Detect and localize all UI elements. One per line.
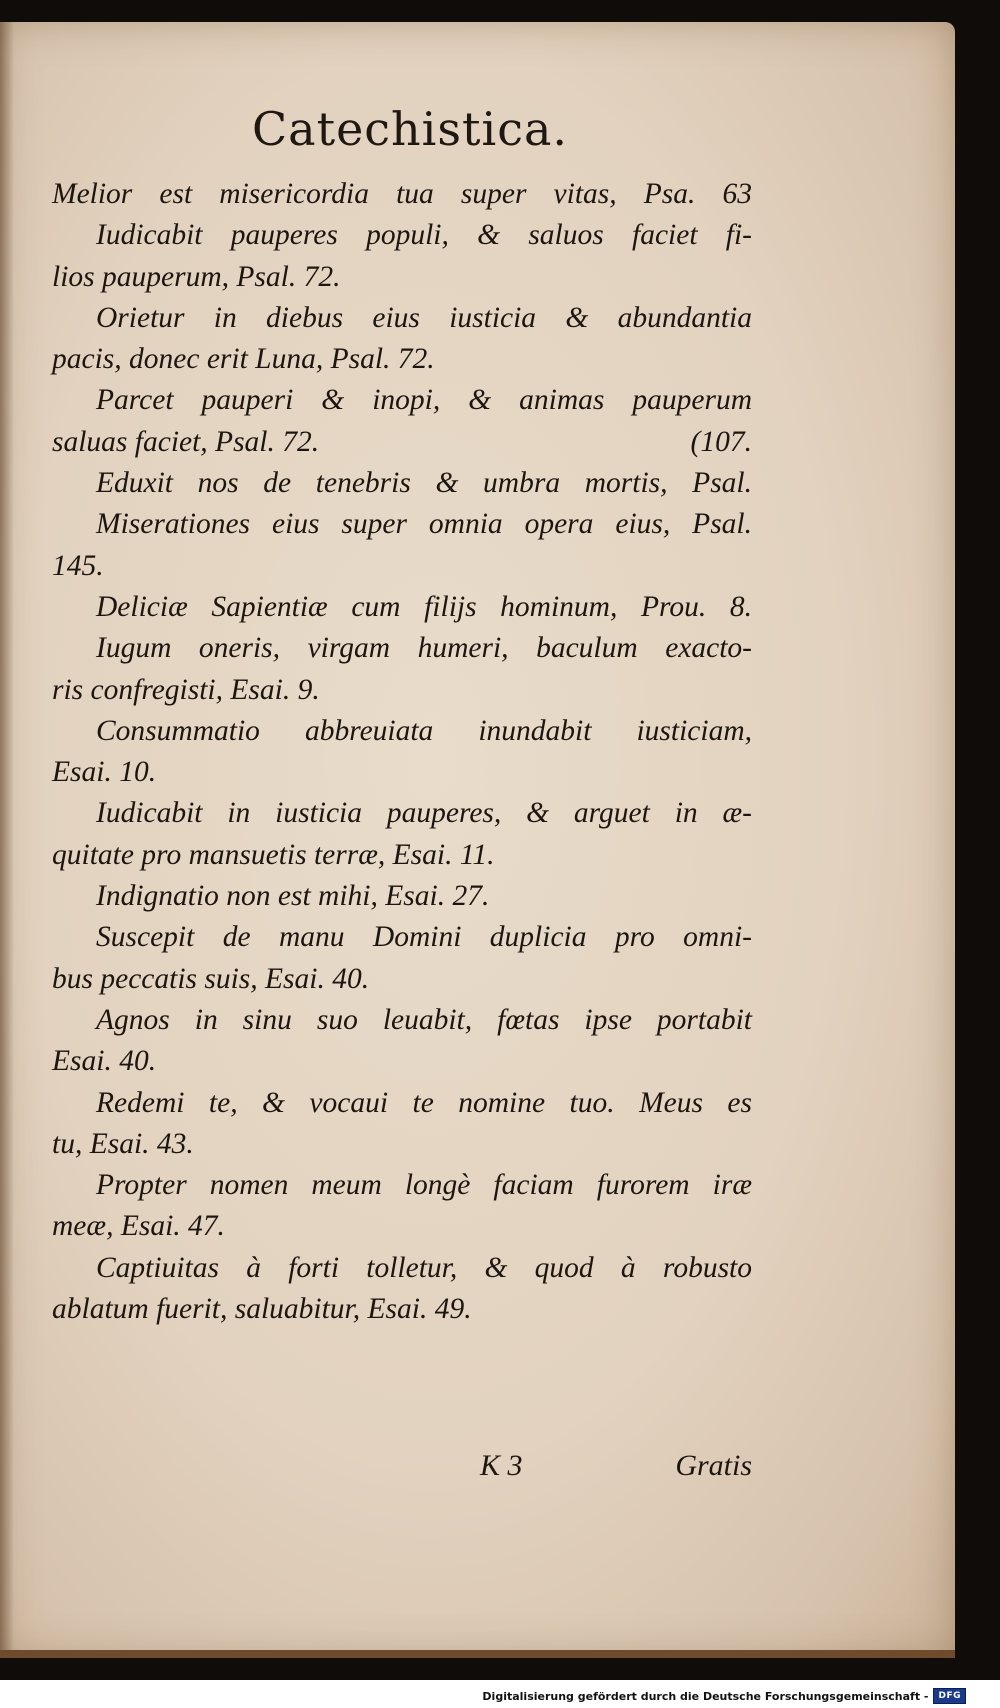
digitization-credit xyxy=(482,1688,966,1704)
text-line: Redemi te, & vocaui te nomine tuo. Meus es xyxy=(96,1086,752,1119)
digitization-note-text: Digitalisierung gefördert durch die Deutsche Forschungsgemeinschaft - xyxy=(482,1689,929,1703)
book-page xyxy=(0,22,955,1658)
signature-mark: K 3 xyxy=(480,1449,523,1482)
text-line: Eduxit nos de tenebris & umbra mortis, Psal. xyxy=(96,467,752,500)
text-line: ablatum fuerit, saluabitur, Esai. 49. xyxy=(52,1293,472,1326)
text-line: Esai. 40. xyxy=(52,1045,157,1078)
dfg-logo: DFG xyxy=(933,1688,966,1704)
text-line: Deliciæ Sapientiæ cum filijs hominum, Prou. 8. xyxy=(96,590,752,623)
text-line: pacis, donec erit Luna, Psal. 72. xyxy=(52,343,435,376)
text-line: Miserationes eius super omnia opera eius, Psal. xyxy=(96,508,752,541)
text-line: Parcet pauperi & inopi, & animas pauperum xyxy=(96,384,752,417)
text-line: Agnos in sinu suo leuabit, fœtas ipse portabit xyxy=(96,1003,752,1036)
text-line: Propter nomen meum longè faciam furorem iræ xyxy=(96,1169,752,1202)
text-line: lios pauperum, Psal. 72. xyxy=(52,260,341,293)
running-head: Catechistica. xyxy=(251,102,569,156)
text-line: meæ, Esai. 47. xyxy=(52,1210,225,1243)
page-bottom-edge xyxy=(0,1650,955,1658)
text-line: ris confregisti, Esai. 9. xyxy=(52,673,320,706)
text-block xyxy=(52,174,752,1330)
text-line-main: saluas faciet, Psal. 72. xyxy=(52,425,320,458)
text-line: Suscepit de manu Domini duplicia pro omni- xyxy=(96,921,752,954)
text-line: Iudicabit pauperes populi, & saluos faciet fi- xyxy=(96,219,752,252)
text-line: Iudicabit in iusticia pauperes, & arguet in æ- xyxy=(96,797,752,830)
catchword: Gratis xyxy=(675,1449,752,1482)
page-footer-marks xyxy=(480,1449,752,1483)
text-line: bus peccatis suis, Esai. 40. xyxy=(52,962,370,995)
text-line: tu, Esai. 43. xyxy=(52,1127,194,1160)
text-line: 145. xyxy=(52,549,104,582)
text-line: Melior est misericordia tua super vitas, Psa. 63 xyxy=(52,178,752,210)
text-line: Captiuitas à forti tolletur, & quod à robusto xyxy=(96,1251,752,1284)
text-line: quitate pro mansuetis terræ, Esai. 11. xyxy=(52,838,495,871)
text-line: Esai. 10. xyxy=(52,756,157,789)
text-line: Indignatio non est mihi, Esai. 27. xyxy=(96,880,490,913)
text-line: Iugum oneris, virgam humeri, baculum exacto- xyxy=(96,632,752,665)
text-line: Orietur in diebus eius iusticia & abundantia xyxy=(96,301,752,334)
text-line xyxy=(52,422,752,463)
text-line: Consummatio abbreuiata inundabit iusticiam, xyxy=(96,714,752,747)
text-line-aside: (107. xyxy=(690,425,752,458)
